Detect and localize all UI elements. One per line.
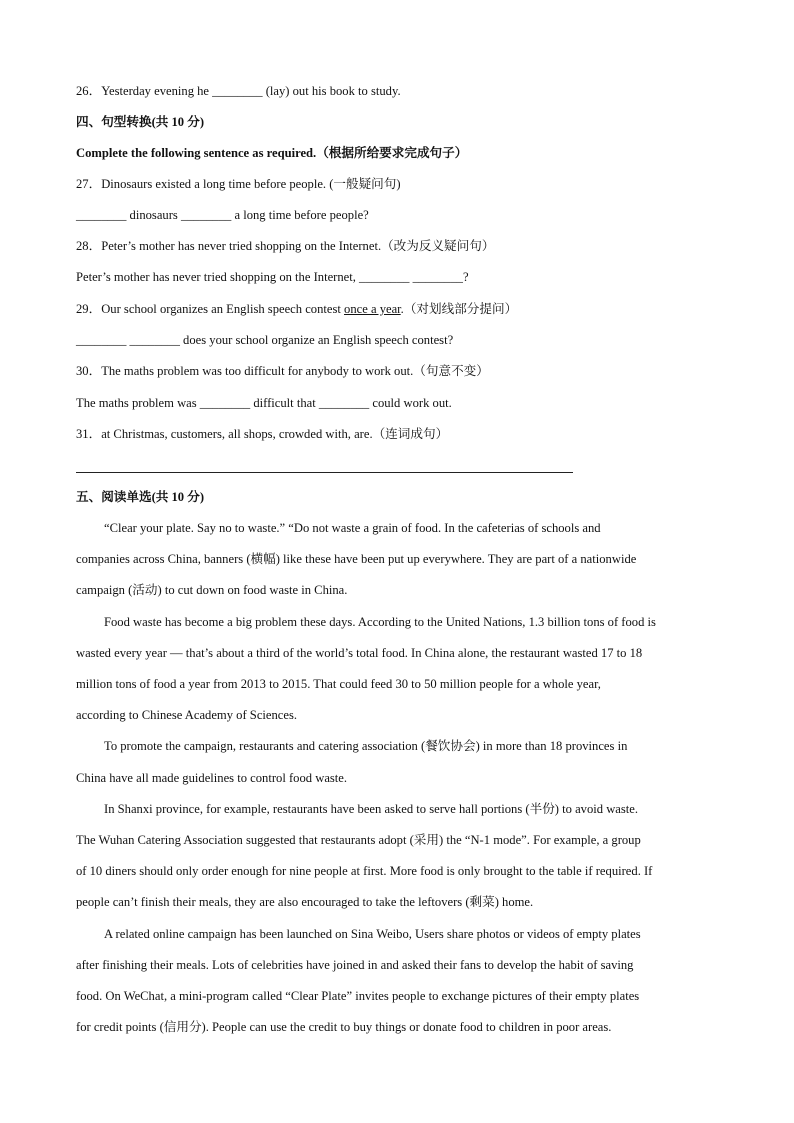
question-29-answer: ________ ________ does your school organize an English speech contest?	[76, 333, 454, 347]
paragraph-3-line-1: To promote the campaign, restaurants and catering association (餐饮协会) in more than 18 provinces in	[104, 739, 628, 753]
question-26: 26．Yesterday evening he ________ (lay) out his book to study.	[76, 84, 401, 98]
paragraph-1-line-1: “Clear your plate. Say no to waste.” “Do not waste a grain of food. In the cafeterias of schools and	[104, 521, 601, 535]
question-31: 31．at Christmas, customers, all shops, crowded with, are.（连词成句）	[76, 427, 449, 441]
paragraph-4-line-4: people can’t finish their meals, they are also encouraged to take the leftovers (剩菜) home.	[76, 895, 534, 909]
question-27: 27．Dinosaurs existed a long time before people. (一般疑问句)	[76, 177, 401, 191]
question-30-answer: The maths problem was ________ difficult that ________ could work out.	[76, 396, 452, 410]
paragraph-2-line-2: wasted every year — that’s about a third of the world’s total food. In China alone, the restaurant wasted 17 to 18	[76, 646, 643, 660]
question-29-text: 29．Our school organizes an English speech contest	[76, 302, 345, 316]
paragraph-2-line-4: according to Chinese Academy of Sciences.	[76, 708, 298, 722]
question-29-suffix: .（对划线部分提问）	[400, 302, 518, 316]
paragraph-5-line-4: for credit points (信用分). People can use the credit to buy things or donate food to children in poor areas.	[76, 1020, 612, 1034]
section-4-instructions: Complete the following sentence as required.（根据所给要求完成句子）	[76, 146, 468, 160]
question-28-answer: Peter’s mother has never tried shopping on the Internet, ________ ________?	[76, 270, 469, 284]
question-29	[76, 301, 721, 317]
paragraph-5-line-1: A related online campaign has been launched on Sina Weibo, Users share photos or videos of empty plates	[104, 927, 641, 941]
paragraph-2-line-1: Food waste has become a big problem these days. According to the United Nations, 1.3 billion tons of food is	[104, 615, 656, 629]
section-4-title: 四、句型转换(共 10 分)	[76, 115, 205, 129]
question-29-underlined: once a year	[344, 302, 401, 316]
paragraph-4-line-3: of 10 diners should only order enough for nine people at first. More food is only brought to the table if required. If	[76, 864, 653, 878]
paragraph-5-line-3: food. On WeChat, a mini-program called “Clear Plate” invites people to exchange pictures of their empty plates	[76, 989, 640, 1003]
paragraph-1-line-2: companies across China, banners (横幅) like these have been put up everywhere. They are part of a nationwide	[76, 552, 637, 566]
question-28: 28．Peter’s mother has never tried shopping on the Internet.（改为反义疑问句）	[76, 239, 495, 253]
paragraph-1-line-3: campaign (活动) to cut down on food waste in China.	[76, 583, 348, 597]
paragraph-4-line-1: In Shanxi province, for example, restaurants have been asked to serve hall portions (半份) to avoid waste.	[104, 802, 639, 816]
question-30: 30．The maths problem was too difficult for anybody to work out.（句意不变）	[76, 364, 489, 378]
section-5-title: 五、阅读单选(共 10 分)	[76, 490, 205, 504]
paragraph-5-line-2: after finishing their meals. Lots of celebrities have joined in and asked their fans to develop the habit of saving	[76, 958, 634, 972]
paragraph-4-line-2: The Wuhan Catering Association suggested that restaurants adopt (采用) the “N-1 mode”. For example, a group	[76, 833, 641, 847]
question-27-answer: ________ dinosaurs ________ a long time before people?	[76, 208, 369, 222]
answer-line	[76, 472, 573, 473]
paragraph-3-line-2: China have all made guidelines to control food waste.	[76, 771, 348, 785]
paragraph-2-line-3: million tons of food a year from 2013 to 2015. That could feed 30 to 50 million people for a whole year,	[76, 677, 601, 691]
